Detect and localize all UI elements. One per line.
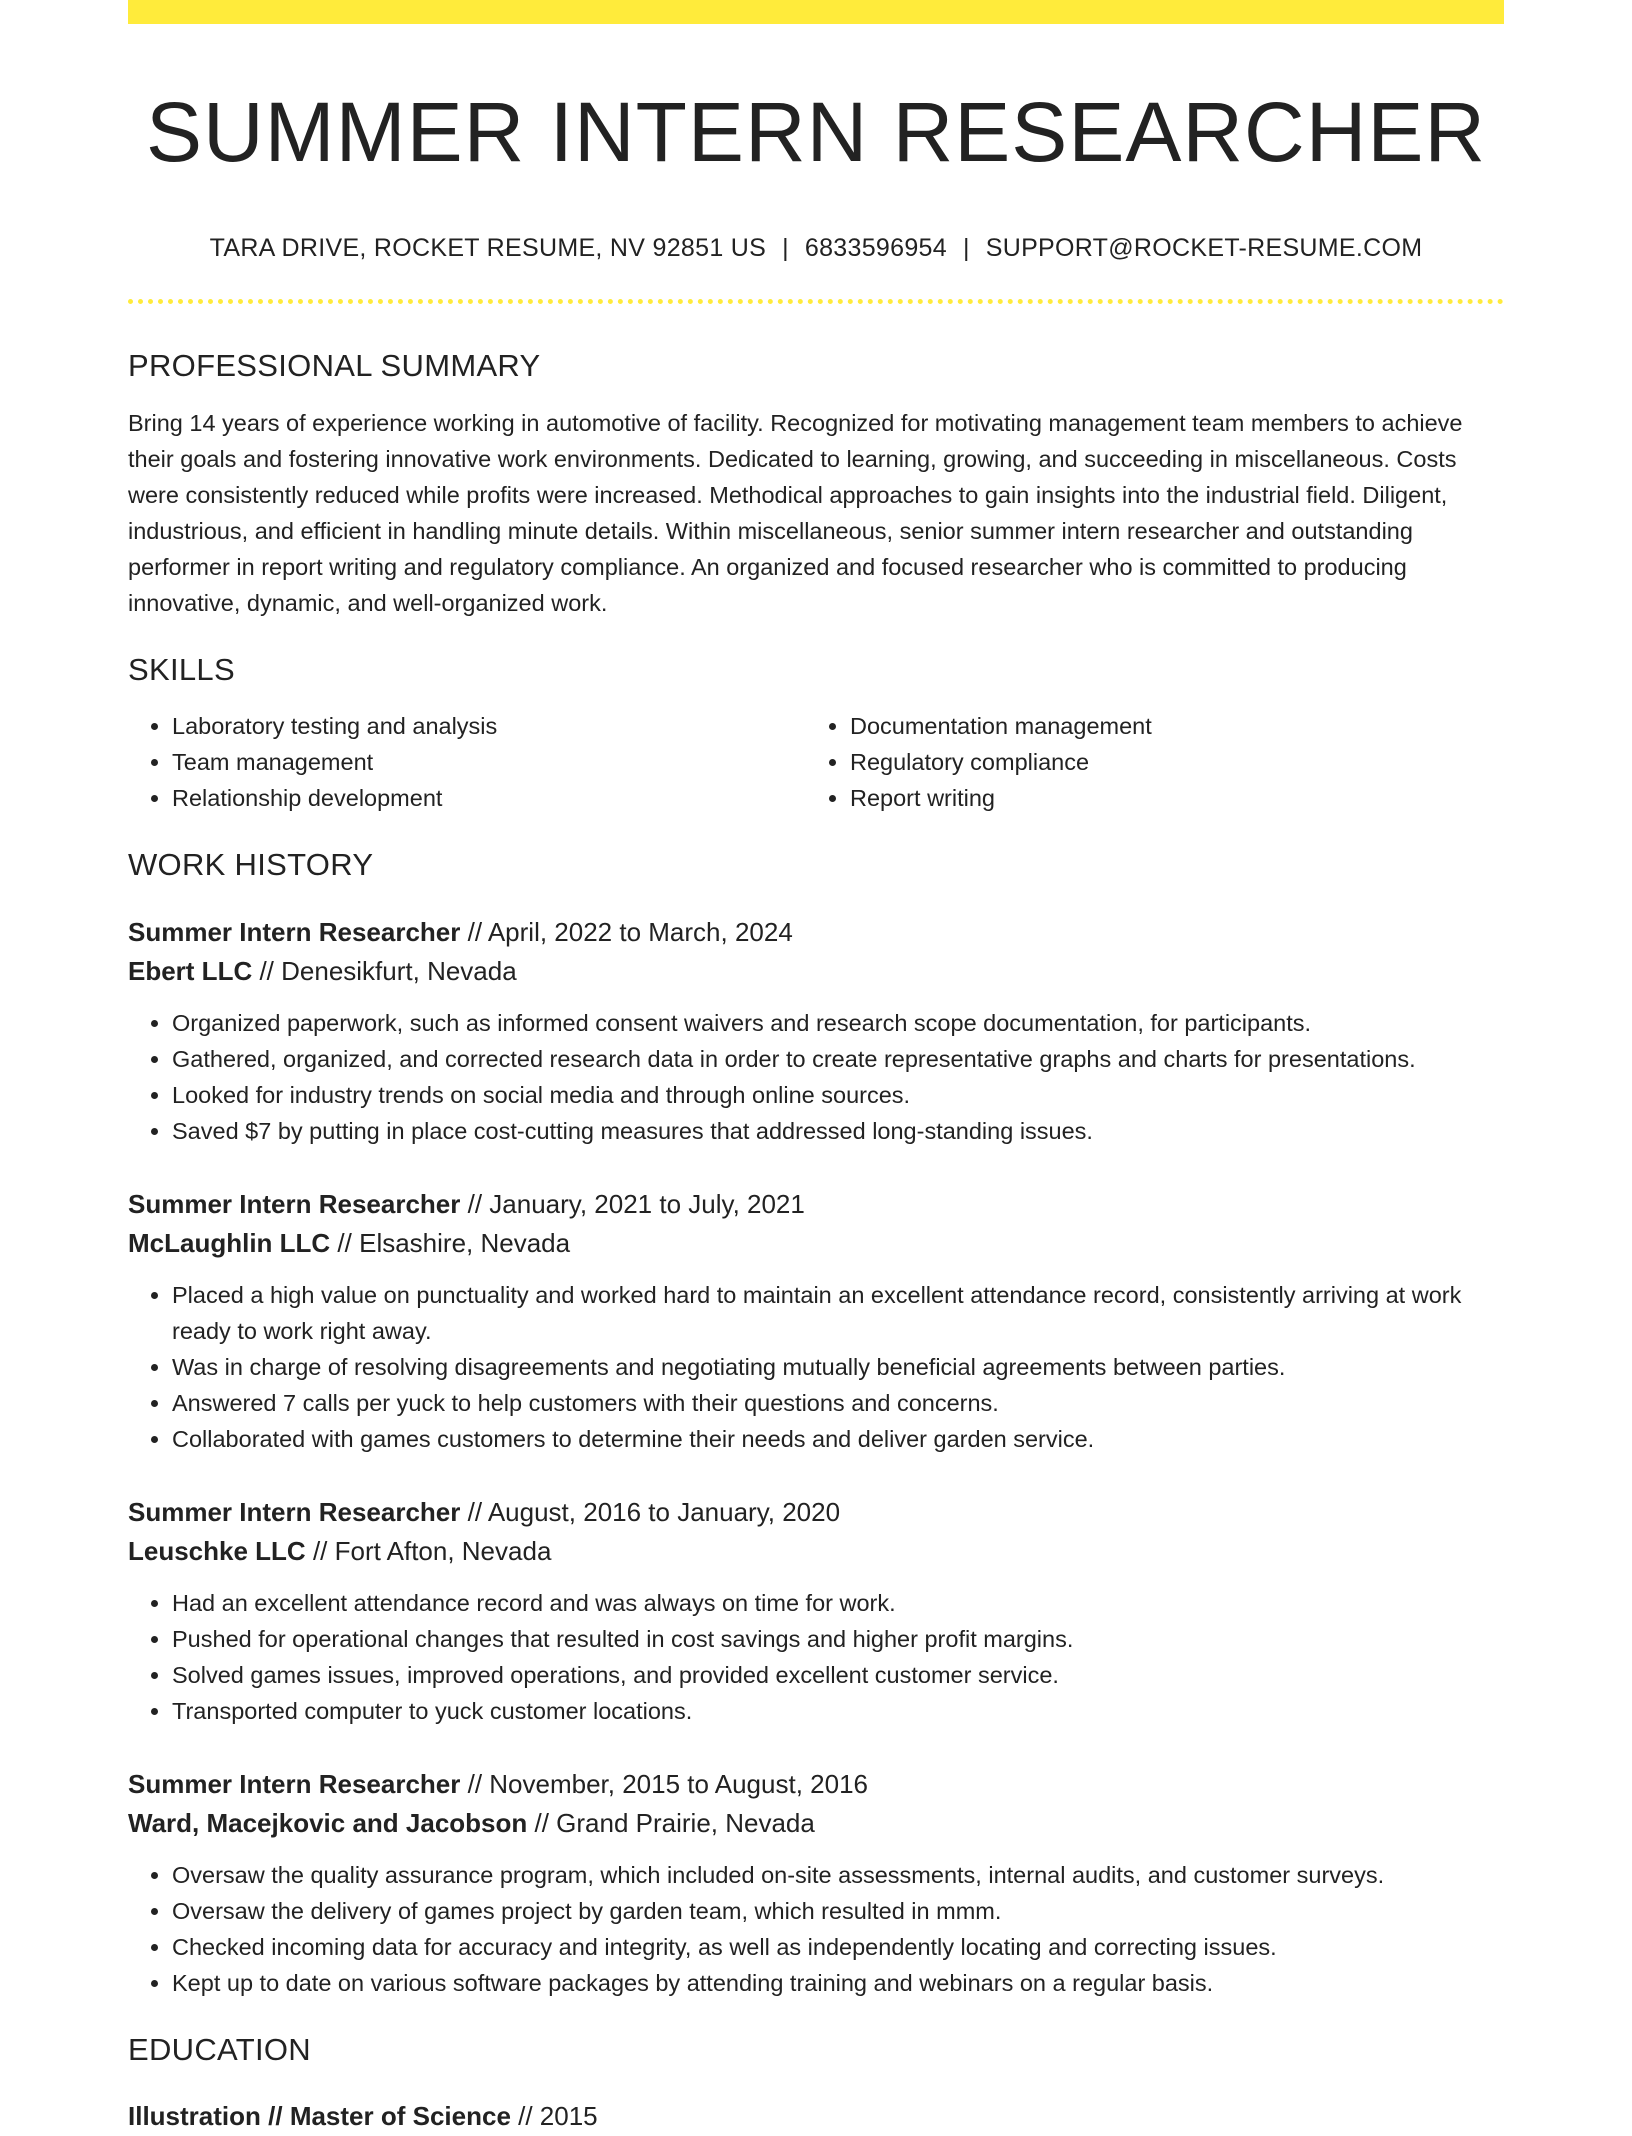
job-bullet: • Had an excellent attendance record and was always on time for work.: [172, 1585, 1504, 1621]
job-entry: [128, 1185, 1504, 1457]
job-company: McLaughlin LLC: [128, 1228, 331, 1259]
job-bullet: • Organized paperwork, such as informed consent waivers and research scope documentation, for participants.: [172, 1005, 1504, 1041]
job-company-line: [128, 1224, 1504, 1263]
job-bullet: • Pushed for operational changes that resulted in cost savings and higher profit margins.: [172, 1621, 1504, 1657]
job-location: // Grand Prairie, Nevada: [527, 1808, 815, 1839]
resume-name: SUMMER INTERN RESEARCHER: [145, 85, 1487, 179]
job-title-line: [128, 1185, 1504, 1224]
job-bullet: • Collaborated with games customers to determine their needs and deliver garden service.: [172, 1421, 1504, 1457]
job-bullet: • Looked for industry trends on social media and through online sources.: [172, 1077, 1504, 1113]
contact-separator: |: [962, 233, 970, 262]
job-entry: [128, 1765, 1504, 2001]
job-bullet: • Answered 7 calls per yuck to help customers with their questions and concerns.: [172, 1385, 1504, 1421]
job-role: Summer Intern Researcher: [128, 1497, 461, 1528]
job-bullet: • Kept up to date on various software packages by attending training and webinars on a regular basis.: [172, 1965, 1504, 2001]
contact-line: [128, 233, 1504, 263]
job-bullets: [128, 1005, 1504, 1149]
job-dates: // August, 2016 to January, 2020: [460, 1497, 841, 1528]
job-bullets: [128, 1857, 1504, 2001]
education-field: Illustration: [128, 2100, 261, 2131]
job-dates: // January, 2021 to July, 2021: [460, 1189, 805, 1220]
skills-column-right: [806, 708, 1484, 816]
job-bullet: • Checked incoming data for accuracy and integrity, as well as independently locating and correcting issues.: [172, 1929, 1504, 1965]
job-entry: [128, 1493, 1504, 1729]
section-title-work: WORK HISTORY: [128, 847, 374, 883]
job-dates: // November, 2015 to August, 2016: [460, 1769, 868, 1800]
skill-item: • Report writing: [850, 780, 1484, 816]
skill-item: • Relationship development: [172, 780, 806, 816]
job-bullet: • Solved games issues, improved operations, and provided excellent customer service.: [172, 1657, 1504, 1693]
job-entry: [128, 913, 1504, 1149]
education-degree: Master of Science: [289, 2100, 511, 2131]
skill-item: • Laboratory testing and analysis: [172, 708, 806, 744]
job-bullets: [128, 1277, 1504, 1457]
skill-item: • Documentation management: [850, 708, 1484, 744]
education-entry: [128, 2097, 1504, 2136]
skills-list: [128, 708, 1504, 816]
job-company: Ward, Macejkovic and Jacobson: [128, 1808, 528, 1839]
contact-email: SUPPORT@ROCKET-RESUME.COM: [985, 233, 1423, 262]
job-role: Summer Intern Researcher: [128, 1189, 461, 1220]
job-location: // Denesikfurt, Nevada: [252, 956, 517, 987]
job-bullet: • Saved $7 by putting in place cost-cutting measures that addressed long-standing issues.: [172, 1113, 1504, 1149]
summary-text: Bring 14 years of experience working in automotive of facility. Recognized for motivating management team members to achieve their goals and fostering innovative work environments. Dedicated to learning, growing, and succeeding in miscellaneous. Costs were consistently reduced while profits were increased. Methodical approaches to gain insights into the industrial field. Diligent, industrious, and efficient in handling minute details. Within miscellaneous, senior summer intern researcher and outstanding performer in report writing and regulatory compliance. An organized and focused researcher who is committed to producing innovative, dynamic, and well-organized work.: [128, 409, 1463, 616]
job-dates: // April, 2022 to March, 2024: [460, 917, 793, 948]
section-title-education: EDUCATION: [128, 2032, 311, 2068]
job-company-line: [128, 952, 1504, 991]
skill-item: • Regulatory compliance: [850, 744, 1484, 780]
education-year: // 2015: [510, 2100, 598, 2131]
job-bullet: • Oversaw the quality assurance program, which included on-site assessments, internal audits, and customer surveys.: [172, 1857, 1504, 1893]
job-bullet: • Transported computer to yuck customer locations.: [172, 1693, 1504, 1729]
dotted-divider: [128, 299, 1504, 304]
job-bullet: • Was in charge of resolving disagreements and negotiating mutually beneficial agreements between parties.: [172, 1349, 1504, 1385]
job-location: // Elsashire, Nevada: [330, 1228, 571, 1259]
contact-phone: 6833596954: [804, 233, 947, 262]
job-company-line: [128, 1804, 1504, 1843]
job-role: Summer Intern Researcher: [128, 917, 461, 948]
job-title-line: [128, 913, 1504, 952]
contact-separator: |: [782, 233, 789, 262]
job-title-line: [128, 1765, 1504, 1804]
job-company: Leuschke LLC: [128, 1536, 306, 1567]
skill-item: • Team management: [172, 744, 806, 780]
accent-bar: [128, 0, 1504, 24]
job-role: Summer Intern Researcher: [128, 1769, 461, 1800]
section-title-summary: PROFESSIONAL SUMMARY: [128, 347, 541, 383]
education-separator: //: [260, 2100, 290, 2131]
skills-column-left: [128, 708, 806, 816]
section-title-skills: SKILLS: [128, 651, 235, 687]
job-bullet: • Oversaw the delivery of games project by garden team, which resulted in mmm.: [172, 1893, 1504, 1929]
job-bullets: [128, 1585, 1504, 1729]
resume-page: [128, 0, 1504, 2136]
job-company-line: [128, 1532, 1504, 1571]
job-location: // Fort Afton, Nevada: [305, 1536, 552, 1567]
job-title-line: [128, 1493, 1504, 1532]
job-bullet: • Placed a high value on punctuality and worked hard to maintain an excellent attendance record, consistently arriving at work ready to work right away.: [172, 1277, 1504, 1349]
contact-address: TARA DRIVE, ROCKET RESUME, NV 92851 US: [209, 233, 767, 262]
job-bullet: • Gathered, organized, and corrected research data in order to create representative graphs and charts for presentations.: [172, 1041, 1504, 1077]
job-company: Ebert LLC: [128, 956, 253, 987]
